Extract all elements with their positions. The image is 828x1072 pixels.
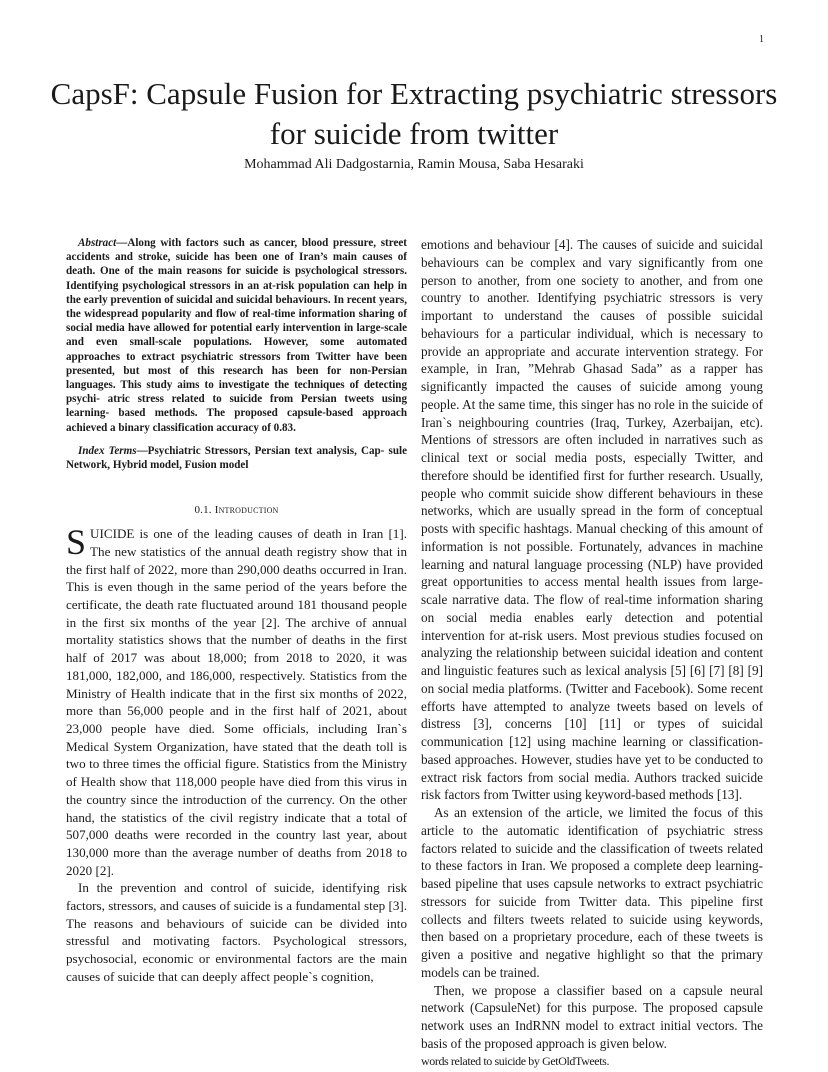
drop-cap: S — [66, 522, 87, 563]
intro-paragraph-2: In the prevention and control of suicide, identifying risk factors, stressors, and causes of suicide is a fundamental step [3]. The reasons and behaviours of suicide can be divided into stressful and motivating factors. Psychological stressors, psychosocial, economic or environmental factors are the main causes of suicide that can deeply affect people`s cognition, — [66, 880, 407, 984]
trailing-text: words related to suicide by GetOldTweets. — [421, 1053, 610, 1068]
left-column — [66, 236, 407, 986]
paper-title: CapsF: Capsule Fusion for Extracting psychiatric stressors for suicide from twitter — [50, 76, 778, 151]
right-column — [421, 236, 763, 1069]
abstract-text: —Along with factors such as cancer, blood pressure, street accidents and stroke, suicide has been one of Iran’s main causes of death. One of the main reasons for suicide is psychological stressors. Identifying psychological stressors in an at-risk population can help in the early prevention of suicidal and suicidal behaviours. In recent years, the widespread popularity and flow of real-time information sharing of social media have allowed for potential early intervention in large-scale and even small-scale populations. However, some automated approaches to extract psychiatric stressors from Twitter have been presented, but most of this research has been for non-Persian languages. This study aims to investigate the techniques of detecting psychi- atric stress related to suicide from Persian tweets using learning- based methods. The proposed capsule-based approach achieved a binary classification accuracy of 0.83. — [66, 237, 407, 434]
page-number: 1 — [759, 34, 764, 45]
right-paragraph-3: Then, we propose a classifier based on a capsule neural network (CapsuleNet) for this purpose. The proposed capsule network uses an IndRNN model to extract initial vectors. The basis of the proposed approach is given below. — [421, 982, 763, 1051]
section-title: Introduction — [214, 504, 279, 517]
index-terms — [66, 444, 407, 472]
right-paragraph-2: As an extension of the article, we limited the focus of this article to the automatic identification of psychiatric stress factors related to suicide and the classification of tweets related to these factors in Iran. We proposed a complete deep learning-based pipeline that uses capsule networks to extract psychiatric stressors for suicide from Twitter data. This pipeline first collects and filters tweets related to suicide using keywords, then based on a proprietary procedure, each of these tweets is given a positive and negative highlight so that the primary models can be trained. — [421, 805, 763, 980]
index-terms-text: —Psychiatric Stressors, Persian text analysis, Cap- sule Network, Hybrid model, Fusion model — [66, 444, 407, 472]
intro-paragraph-1 — [66, 522, 407, 879]
right-paragraph-1: emotions and behaviour [4]. The causes of suicide and suicidal behaviours can be complex and vary significantly from one person to another, from one society to another, and from one country to another. Identifying psychiatric stressors is very important to understand the causes of possible suicidal behaviours for a particular individual, which is necessary to provide an appropriate and accurate intervention strategy. For example, in Iran, ”Mehrab Ghasad Sada” as a rapper has significantly impacted the causes of suicide among young people. At the same time, this singer has no role in the suicide of Iran`s neighbouring countries (Iraq, Turkey, Azerbaijan, etc). Mentions of stressors are often included in narratives such as clinical text or social media posts, especially Twitter, and therefore should be identified first for further research. Usually, people who commit suicide show different behaviours in these networks, which are usually spread in the form of conceptual posts with specific hashtags. Manual checking of this amount of information is not possible. Fortunately, advances in machine learning and natural language processing (NLP) have provided great opportunities to access mental health issues from large-scale narrative data. The flow of real-time information sharing on social media enables early detection and potential intervention for at-risk users. Most previous studies focused on analyzing the relationship between suicidal ideation and content and linguistic features such as lexical analysis [5] [6] [7] [8] [9] on social media platforms. (Twitter and Facebook). Some recent efforts have attempted to analyze tweets based on levels of distress [3], concerns [10] [11] or types of suicidal communication [12] using machine learning or classification-based approaches. However, studies have yet to be conducted to extract risk factors from social media. Authors tracked suicide risk factors from Twitter using keyword-based methods [13]. — [421, 237, 763, 803]
abstract-label: Abstract — [78, 237, 117, 249]
author-list: Mohammad Ali Dadgostarnia, Ramin Mousa, Saba Hesaraki — [244, 157, 584, 172]
index-terms-label: Index Terms — [78, 444, 137, 457]
abstract — [66, 236, 407, 435]
section-heading — [66, 504, 407, 516]
intro-paragraph-1-text: UICIDE is one of the leading causes of death in Iran [1]. The new statistics of the annual death registry show that in the first half of 2022, more than 290,000 deaths occurred in Iran. This is even though in the same period of the years before the certificate, the death rate fluctuated around 181 thousand people in the first six months of the year [2]. The archive of annual mortality statistics shows that the number of deaths in the first half of 2017 was about 18,000; from 2018 to 2020, it was 181,000, 182,000, and 186,000, respectively. Statistics from the Ministry of Health indicate that in the first six months of 2022, more than 56,000 people and in the first half of 2021, about 23,000 people have died. Some officials, including Iran`s Medical System Organization, have stated that the death toll is two to three times the official figure. Statistics from the Ministry of Health show that 118,000 people have died from this virus in the country since the introduction of the currency. On the other hand, the statistics of the civil registry indicate that a total of 507,000 deaths were recorded in the country last year, about 130,000 more than the average number of deaths from 2018 to 2020 [2]. — [66, 526, 407, 878]
section-number: 0.1. — [194, 504, 212, 517]
